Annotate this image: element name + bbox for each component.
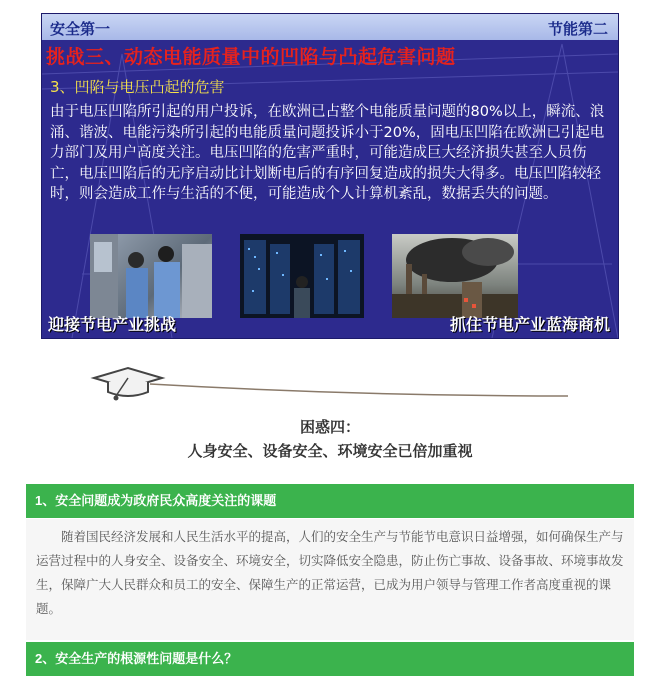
slide-body-text: 由于电压凹陷所引起的用户投诉，在欧洲已占整个电能质量问题的80%以上，瞬流、浪涌、谐波、电能污染所引起的电能质量问题投诉小于20%，固电压凹陷在欧洲已引起电力部门及用户高度关注。电压凹陷的危害严重时，可能造成巨大经济损失甚至人员伤亡，电压凹陷后的无序启动比计划断电后的有序回复造成的损失大得多。电压凹陷较轻时，则会造成工作与生活的不便，可能造成个人计算机紊乱，数据丢失的问题。 [50, 104, 605, 202]
slide-header-right: 节能第二 [547, 20, 608, 38]
section1-title-bar: 1、安全问题成为政府民众高度关注的课题 [26, 484, 634, 518]
slide-image [42, 14, 618, 338]
technicians-photo [90, 234, 212, 318]
section-heading: 困惑四： [299, 419, 360, 436]
slide-footer-left: 迎接节电产业挑战 [48, 315, 177, 334]
factory-smoke-photo [392, 234, 518, 318]
server-room-photo [240, 234, 364, 318]
slide-footer-right: 抓住节电产业蓝海商机 [449, 315, 610, 334]
slide-header [42, 14, 618, 40]
graduation-cap-divider [90, 362, 570, 408]
slide-header-left: 安全第一 [50, 20, 111, 38]
section-subheading: 人身安全、设备安全、环境安全已倍加重视 [187, 443, 473, 460]
slide-title: 挑战三、动态电能质量中的凹陷与凸起危害问题 [46, 46, 456, 68]
slide-subtitle: 3、凹陷与电压凸起的危害 [50, 78, 225, 96]
section1-paragraph: 随着国民经济发展和人民生活水平的提高，人们的安全生产与节能节电意识日益增强，如何确保生产与运营过程中的人身安全、设备安全、环境安全，切实降低安全隐患，防止伤亡事故、设备事故、环境事故发生，保障广大人民群众和员工的安全、保障生产的正常运营，已成为用户领导与管理工作者高度重视的课题。 [26, 519, 634, 640]
section2-title-bar: 2、安全生产的根源性问题是什么？ [26, 642, 634, 676]
